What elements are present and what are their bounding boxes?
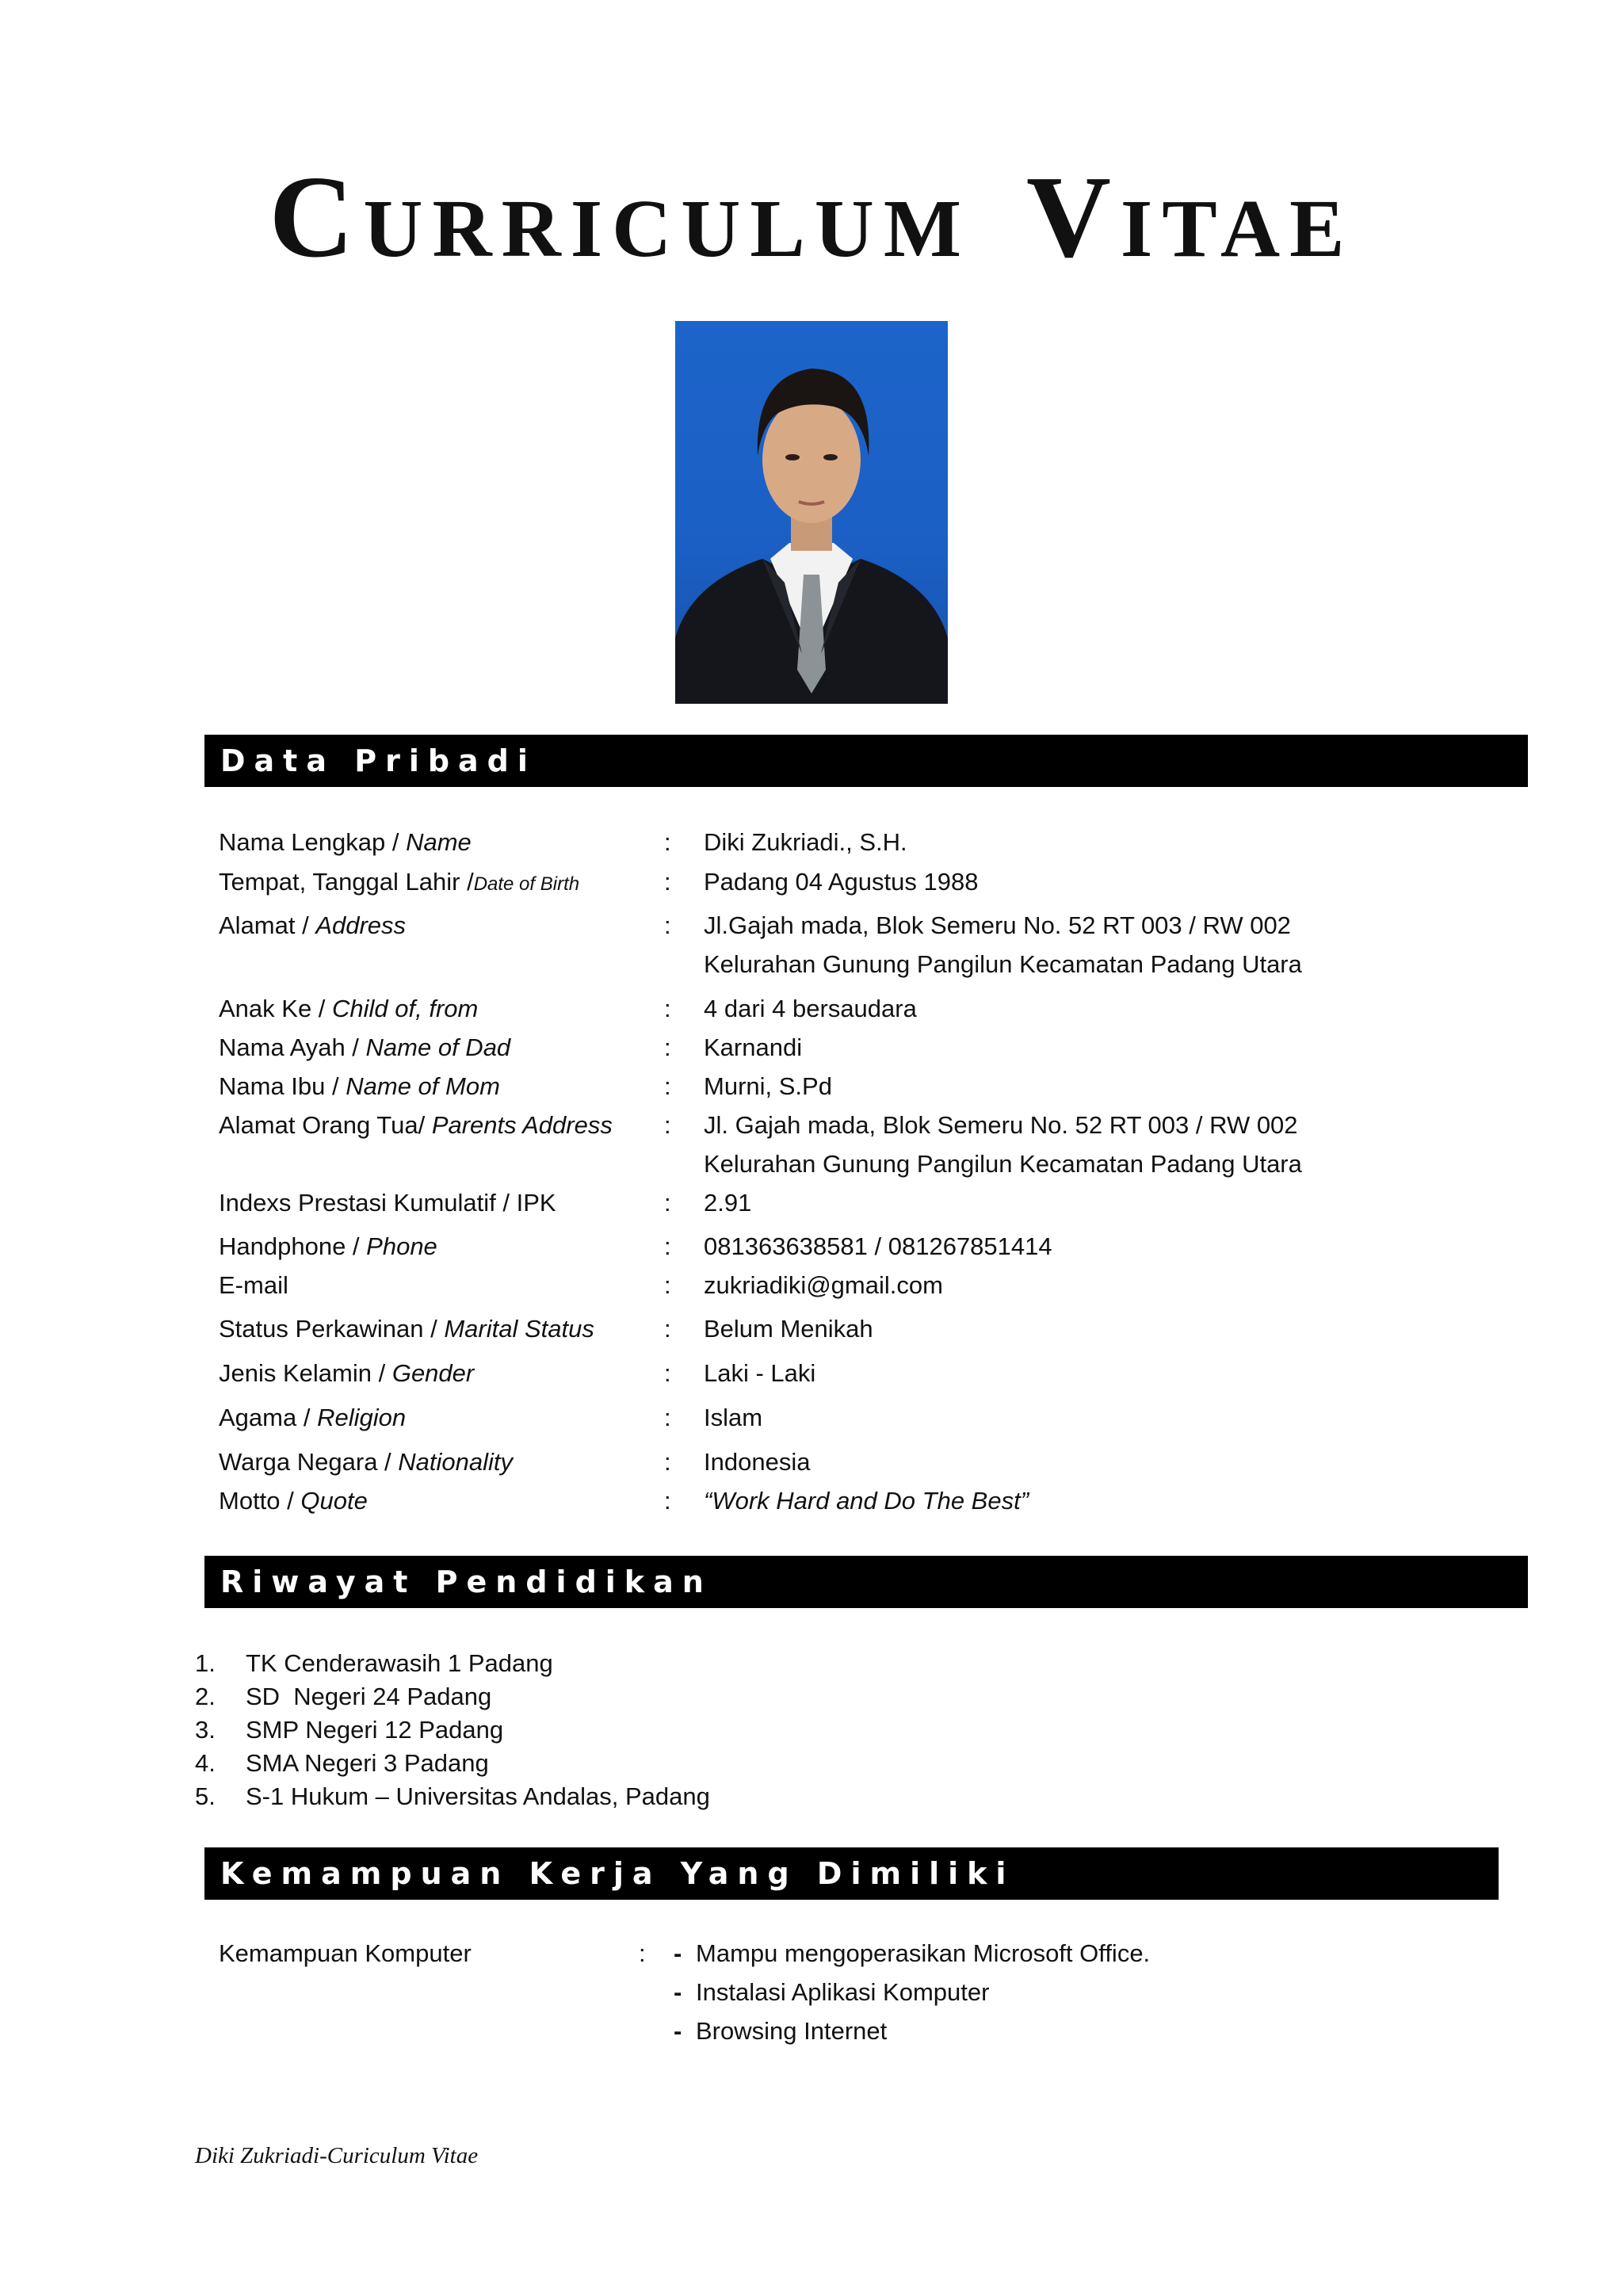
dash-bullet: - bbox=[674, 1939, 682, 1967]
value-parents-address: Jl. Gajah mada, Blok Semeru No. 52 RT 003 / RW 002 bbox=[704, 1111, 1298, 1139]
colon: : bbox=[664, 1448, 671, 1476]
label-marital: Status Perkawinan / Marital Status bbox=[219, 1315, 594, 1343]
value-parents-address-line2: Kelurahan Gunung Pangilun Kecamatan Padang Utara bbox=[704, 1150, 1302, 1178]
colon: : bbox=[664, 1111, 671, 1139]
colon: : bbox=[664, 1487, 671, 1515]
label-birth: Tempat, Tanggal Lahir /Date of Birth bbox=[219, 868, 580, 896]
skill-text: Mampu mengoperasikan Microsoft Office. bbox=[696, 1939, 1151, 1967]
label-motto: Motto / Quote bbox=[219, 1487, 368, 1515]
title-word-2: Vitae bbox=[1026, 152, 1354, 282]
value-gpa: 2.91 bbox=[704, 1189, 752, 1217]
list-text: SD Negeri 24 Padang bbox=[246, 1683, 492, 1710]
label-mother: Nama Ibu / Name of Mom bbox=[219, 1072, 500, 1100]
colon: : bbox=[664, 1404, 671, 1431]
skill-text: Browsing Internet bbox=[696, 2017, 888, 2045]
value-nationality: Indonesia bbox=[704, 1448, 811, 1476]
section-header-education: Riwayat Pendidikan bbox=[204, 1556, 1528, 1608]
value-motto: “Work Hard and Do The Best” bbox=[704, 1487, 1029, 1515]
colon: : bbox=[664, 1232, 671, 1260]
label-nationality: Warga Negara / Nationality bbox=[219, 1448, 514, 1476]
title-word-1: Curriculum bbox=[269, 152, 972, 282]
skill-text: Instalasi Aplikasi Komputer bbox=[696, 1978, 990, 2006]
list-text: TK Cenderawasih 1 Padang bbox=[246, 1649, 553, 1677]
label-computer-skills: Kemampuan Komputer bbox=[219, 1939, 472, 1967]
list-number: 3. bbox=[195, 1716, 216, 1744]
profile-photo bbox=[675, 321, 948, 704]
list-number: 4. bbox=[195, 1749, 216, 1777]
label-religion: Agama / Religion bbox=[219, 1404, 407, 1431]
label-parents-address: Alamat Orang Tua/ Parents Address bbox=[219, 1111, 613, 1139]
value-name: Diki Zukriadi., S.H. bbox=[704, 828, 907, 856]
value-birth: Padang 04 Agustus 1988 bbox=[704, 868, 979, 896]
colon: : bbox=[664, 1315, 671, 1343]
colon: : bbox=[664, 1072, 671, 1100]
value-address-line2: Kelurahan Gunung Pangilun Kecamatan Padang Utara bbox=[704, 950, 1302, 978]
value-religion: Islam bbox=[704, 1404, 763, 1431]
list-text: SMA Negeri 3 Padang bbox=[246, 1749, 489, 1777]
colon: : bbox=[664, 828, 671, 856]
list-number: 2. bbox=[195, 1683, 216, 1710]
value-gender: Laki - Laki bbox=[704, 1359, 816, 1387]
value-mother: Murni, S.Pd bbox=[704, 1072, 832, 1100]
colon: : bbox=[664, 868, 671, 896]
page-title bbox=[0, 152, 1623, 282]
colon: : bbox=[664, 1033, 671, 1061]
label-address: Alamat / Address bbox=[219, 911, 407, 939]
colon: : bbox=[664, 995, 671, 1022]
colon: : bbox=[664, 1189, 671, 1217]
colon: : bbox=[664, 1359, 671, 1387]
list-text: S-1 Hukum – Universitas Andalas, Padang bbox=[246, 1782, 710, 1810]
value-father: Karnandi bbox=[704, 1033, 803, 1061]
value-email: zukriadiki@gmail.com bbox=[704, 1271, 943, 1299]
list-number: 5. bbox=[195, 1782, 216, 1810]
label-gender: Jenis Kelamin / Gender bbox=[219, 1359, 475, 1387]
colon: : bbox=[664, 1271, 671, 1299]
dash-bullet: - bbox=[674, 2017, 682, 2045]
label-name: Nama Lengkap / Name bbox=[219, 828, 472, 856]
value-address: Jl.Gajah mada, Blok Semeru No. 52 RT 003 / RW 002 bbox=[704, 911, 1291, 939]
list-text: SMP Negeri 12 Padang bbox=[246, 1716, 504, 1744]
section-header-personal: Data Pribadi bbox=[204, 735, 1528, 787]
page-footer: Diki Zukriadi-Curiculum Vitae bbox=[195, 2143, 479, 2168]
value-child: 4 dari 4 bersaudara bbox=[704, 995, 917, 1022]
section-header-skills: Kemampuan Kerja Yang Dimiliki bbox=[204, 1847, 1499, 1900]
dash-bullet: - bbox=[674, 1978, 682, 2006]
label-phone: Handphone / Phone bbox=[219, 1232, 437, 1260]
label-child: Anak Ke / Child of, from bbox=[219, 995, 479, 1022]
label-email: E-mail bbox=[219, 1271, 288, 1299]
label-gpa: Indexs Prestasi Kumulatif / IPK bbox=[219, 1189, 556, 1217]
value-marital: Belum Menikah bbox=[704, 1315, 873, 1343]
label-father: Nama Ayah / Name of Dad bbox=[219, 1033, 511, 1061]
list-number: 1. bbox=[195, 1649, 216, 1677]
colon: : bbox=[639, 1939, 646, 1967]
colon: : bbox=[664, 911, 671, 939]
value-phone: 081363638581 / 081267851414 bbox=[704, 1232, 1052, 1260]
